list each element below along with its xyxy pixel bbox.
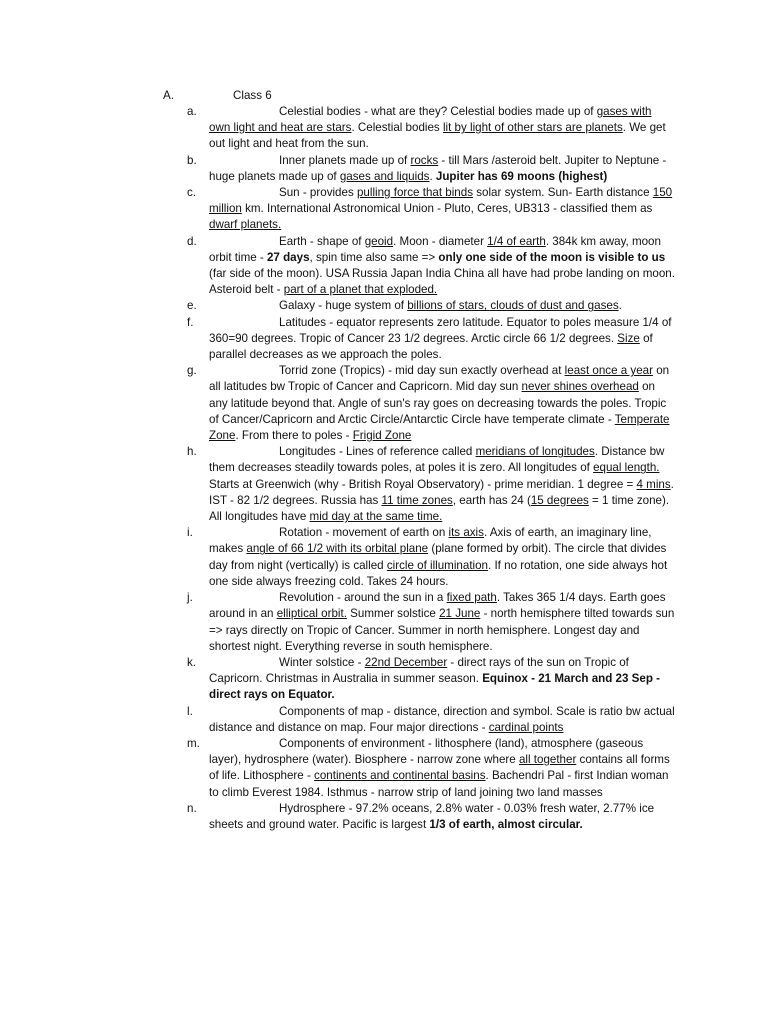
text-span: - direct rays of the sun on Tropic of Capricorn. Christmas in Australia in summer season.: [209, 655, 629, 686]
notes-list: [0, 104, 768, 833]
text-span: , spin time also same =>: [309, 250, 439, 264]
text-span: . IST - 82 1/2 degrees. Russia has: [209, 477, 674, 507]
item-text: [209, 525, 675, 590]
text-span: . Bachendri Pal - first Indian woman to climb Everest 1984. Isthmus - narrow strip of land joining two land masses: [209, 769, 669, 799]
item-letter: l.: [187, 704, 193, 718]
item-letter: e.: [187, 299, 197, 313]
item-text: [209, 234, 675, 299]
item-text: [209, 801, 675, 833]
list-item: [0, 655, 768, 704]
text-span: . Axis of earth, an imaginary line, makes: [209, 526, 652, 556]
underlined-text: its axis: [448, 526, 484, 540]
text-span: Components of map - distance, direction and symbol. Scale is ratio bw actual distance and distance on map. Four major directions -: [209, 704, 675, 734]
list-item: [0, 185, 768, 234]
item-text: [209, 590, 675, 655]
underlined-text: 22nd December: [364, 655, 448, 669]
item-text: [209, 104, 675, 153]
underlined-text: 1/4 of earth: [487, 234, 546, 248]
text-span: Latitudes - equator represents zero latitude. Equator to poles measure 1/4 of 360=90 degrees. Tropic of Cancer 23 1/2 degrees. Arctic circle 66 1/2 degrees.: [209, 315, 672, 345]
text-span: Starts at Greenwich (why - British Royal Observatory) - prime meridian. 1 degree =: [209, 477, 637, 491]
text-span: on all latitudes bw Tropic of Cancer and Capricorn. Mid day sun: [209, 364, 670, 394]
underlined-text: rocks: [410, 153, 439, 167]
text-span: Components of environment - lithosphere (land), atmosphere (gaseous layer), hydrosphere (water). Biosphere - narrow zone where: [209, 736, 644, 767]
underlined-text: meridians of longitudes: [475, 445, 595, 459]
underlined-text: mid day at the same time.: [309, 510, 443, 524]
underlined-text: lit by light of other stars are planets: [442, 121, 623, 135]
underlined-text: angle of 66 1/2 with its orbital plane: [246, 542, 429, 556]
text-span: Hydrosphere - 97.2% oceans, 2.8% water - 0.03% fresh water, 2.77% ice sheets and ground water. Pacific is largest: [209, 801, 655, 831]
underlined-text: part of a planet that exploded.: [283, 283, 438, 297]
underlined-text: pulling force that binds: [356, 186, 473, 200]
text-span: Earth - shape of: [279, 234, 365, 248]
underlined-text: 21 June: [439, 607, 481, 621]
underlined-text: gases and liquids: [339, 169, 430, 183]
underlined-text: Temperate Zone: [209, 412, 670, 443]
text-span: solar system. Sun- Earth distance: [473, 186, 653, 200]
item-text: [209, 704, 675, 736]
text-span: (plane formed by orbit). The circle that divides day from night (vertically) is called: [209, 542, 667, 572]
text-span: Winter solstice -: [279, 655, 365, 669]
text-span: Galaxy - huge system of: [279, 299, 408, 313]
item-text: [209, 153, 675, 185]
list-item: [0, 590, 768, 655]
underlined-text: geoid: [364, 234, 394, 248]
underlined-text: fixed path: [446, 591, 497, 605]
underlined-text: 4 mins: [636, 477, 671, 491]
item-letter: j.: [187, 591, 193, 605]
text-span: Sun - provides: [279, 186, 357, 200]
text-span: . We get out light and heat from the sun.: [209, 121, 666, 151]
underlined-text: dwarf planets.: [209, 218, 282, 232]
text-span: .: [618, 299, 622, 313]
underlined-text: all together: [518, 753, 577, 767]
underlined-text: elliptical orbit.: [276, 607, 347, 621]
item-letter: i.: [187, 526, 193, 540]
text-span: . From there to poles -: [235, 429, 353, 443]
item-text: [209, 315, 675, 364]
text-span: . If no rotation, one side always hot one side always freezing cold. Takes 24 hours.: [209, 558, 668, 588]
outline-label: A.: [163, 89, 174, 102]
underlined-text: Size: [617, 331, 640, 345]
underlined-text: least once a year: [564, 364, 653, 378]
text-span: Celestial bodies - what are they? Celestial bodies made up of: [279, 105, 597, 118]
text-span: Revolution - around the sun in a: [279, 591, 447, 605]
list-item: [0, 315, 768, 364]
item-letter: k.: [187, 655, 197, 669]
item-text: [209, 298, 675, 314]
underlined-text: circle of illumination: [386, 558, 489, 572]
bold-text: only one side of the moon is visible to us: [438, 250, 666, 264]
list-item: [0, 704, 768, 736]
item-letter: h.: [187, 445, 197, 459]
item-letter: f.: [187, 315, 194, 329]
text-span: .: [429, 169, 436, 183]
list-item: [0, 801, 768, 833]
text-span: of parallel decreases as we approach the poles.: [209, 331, 653, 362]
text-span: . 384k km away, moon orbit time -: [209, 234, 661, 264]
bold-text: Equinox - 21 March and 23 Sep - direct rays on Equator.: [209, 672, 661, 702]
item-letter: d.: [187, 234, 197, 248]
text-span: . Distance bw them decreases steadily towards poles, at poles it is zero. All longitudes of: [209, 445, 665, 475]
item-text: [209, 736, 675, 801]
list-item: [0, 736, 768, 801]
item-text: [209, 185, 675, 234]
text-span: - till Mars /asteroid belt. Jupiter to Neptune - huge planets made up of: [209, 153, 667, 183]
underlined-text: equal length.: [593, 461, 660, 475]
bold-text: 1/3 of earth, almost circular.: [429, 817, 583, 831]
text-span: km. International Astronomical Union - Pluto, Ceres, UB313 - classified them as: [241, 202, 653, 216]
list-item: [0, 444, 768, 525]
list-item: [0, 363, 768, 444]
text-span: . Celestial bodies: [351, 121, 443, 135]
text-span: contains all forms of life. Lithosphere -: [209, 753, 670, 783]
underlined-text: 15 degrees: [530, 493, 589, 507]
section-title: Class 6: [233, 89, 272, 102]
bold-text: 27 days: [266, 250, 310, 264]
text-span: (far side of the moon). USA Russia Japan India China all have had probe landing on moon. Asteroid belt -: [209, 267, 675, 297]
underlined-text: never shines overhead: [521, 380, 639, 394]
underlined-text: 11 time zones: [381, 493, 453, 507]
list-item: [0, 234, 768, 299]
item-letter: a.: [187, 105, 197, 118]
text-span: . Takes 365 1/4 days. Earth goes around in an: [209, 591, 666, 621]
underlined-text: 150 million: [209, 186, 673, 216]
item-letter: m.: [187, 736, 200, 750]
text-span: . Moon - diameter: [393, 234, 488, 248]
text-span: Torrid zone (Tropics) - mid day sun exactly overhead at: [279, 364, 565, 378]
item-letter: g.: [187, 364, 197, 378]
list-item: [0, 298, 768, 314]
underlined-text: billions of stars, clouds of dust and gases: [407, 299, 619, 313]
text-span: on any latitude beyond that. Angle of sun's ray goes on decreasing towards the poles. Tropic of Cancer/Capricorn and Arctic Circle/Antarctic Circle have temperate climate -: [209, 380, 667, 426]
text-span: , earth has 24 (: [452, 493, 531, 507]
item-text: [209, 363, 675, 444]
underlined-text: continents and continental basins: [314, 769, 486, 783]
bold-text: Jupiter has 69 moons (highest): [435, 169, 608, 183]
underlined-text: Frigid Zone: [352, 429, 412, 443]
underlined-text: gases with own light and heat are stars: [209, 105, 652, 135]
text-span: Rotation - movement of earth on: [279, 526, 449, 540]
underlined-text: cardinal points: [488, 720, 564, 734]
list-item: [0, 525, 768, 590]
text-span: Summer solstice: [346, 607, 440, 621]
text-span: = 1 time zone). All longitudes have: [209, 493, 670, 524]
list-item: [0, 104, 768, 153]
item-letter: b.: [187, 153, 197, 167]
list-item: [0, 153, 768, 185]
text-span: - north hemisphere tilted towards sun => rays directly on Tropic of Cancer. Summer in north hemisphere. Longest day and shortest night. Everything reverse in south hemisphere.: [209, 607, 675, 653]
item-letter: c.: [187, 186, 197, 200]
item-text: [209, 655, 675, 704]
item-letter: n.: [187, 801, 197, 815]
text-span: Longitudes - Lines of reference called: [279, 445, 476, 459]
item-text: [209, 444, 675, 525]
text-span: Inner planets made up of: [279, 153, 411, 167]
